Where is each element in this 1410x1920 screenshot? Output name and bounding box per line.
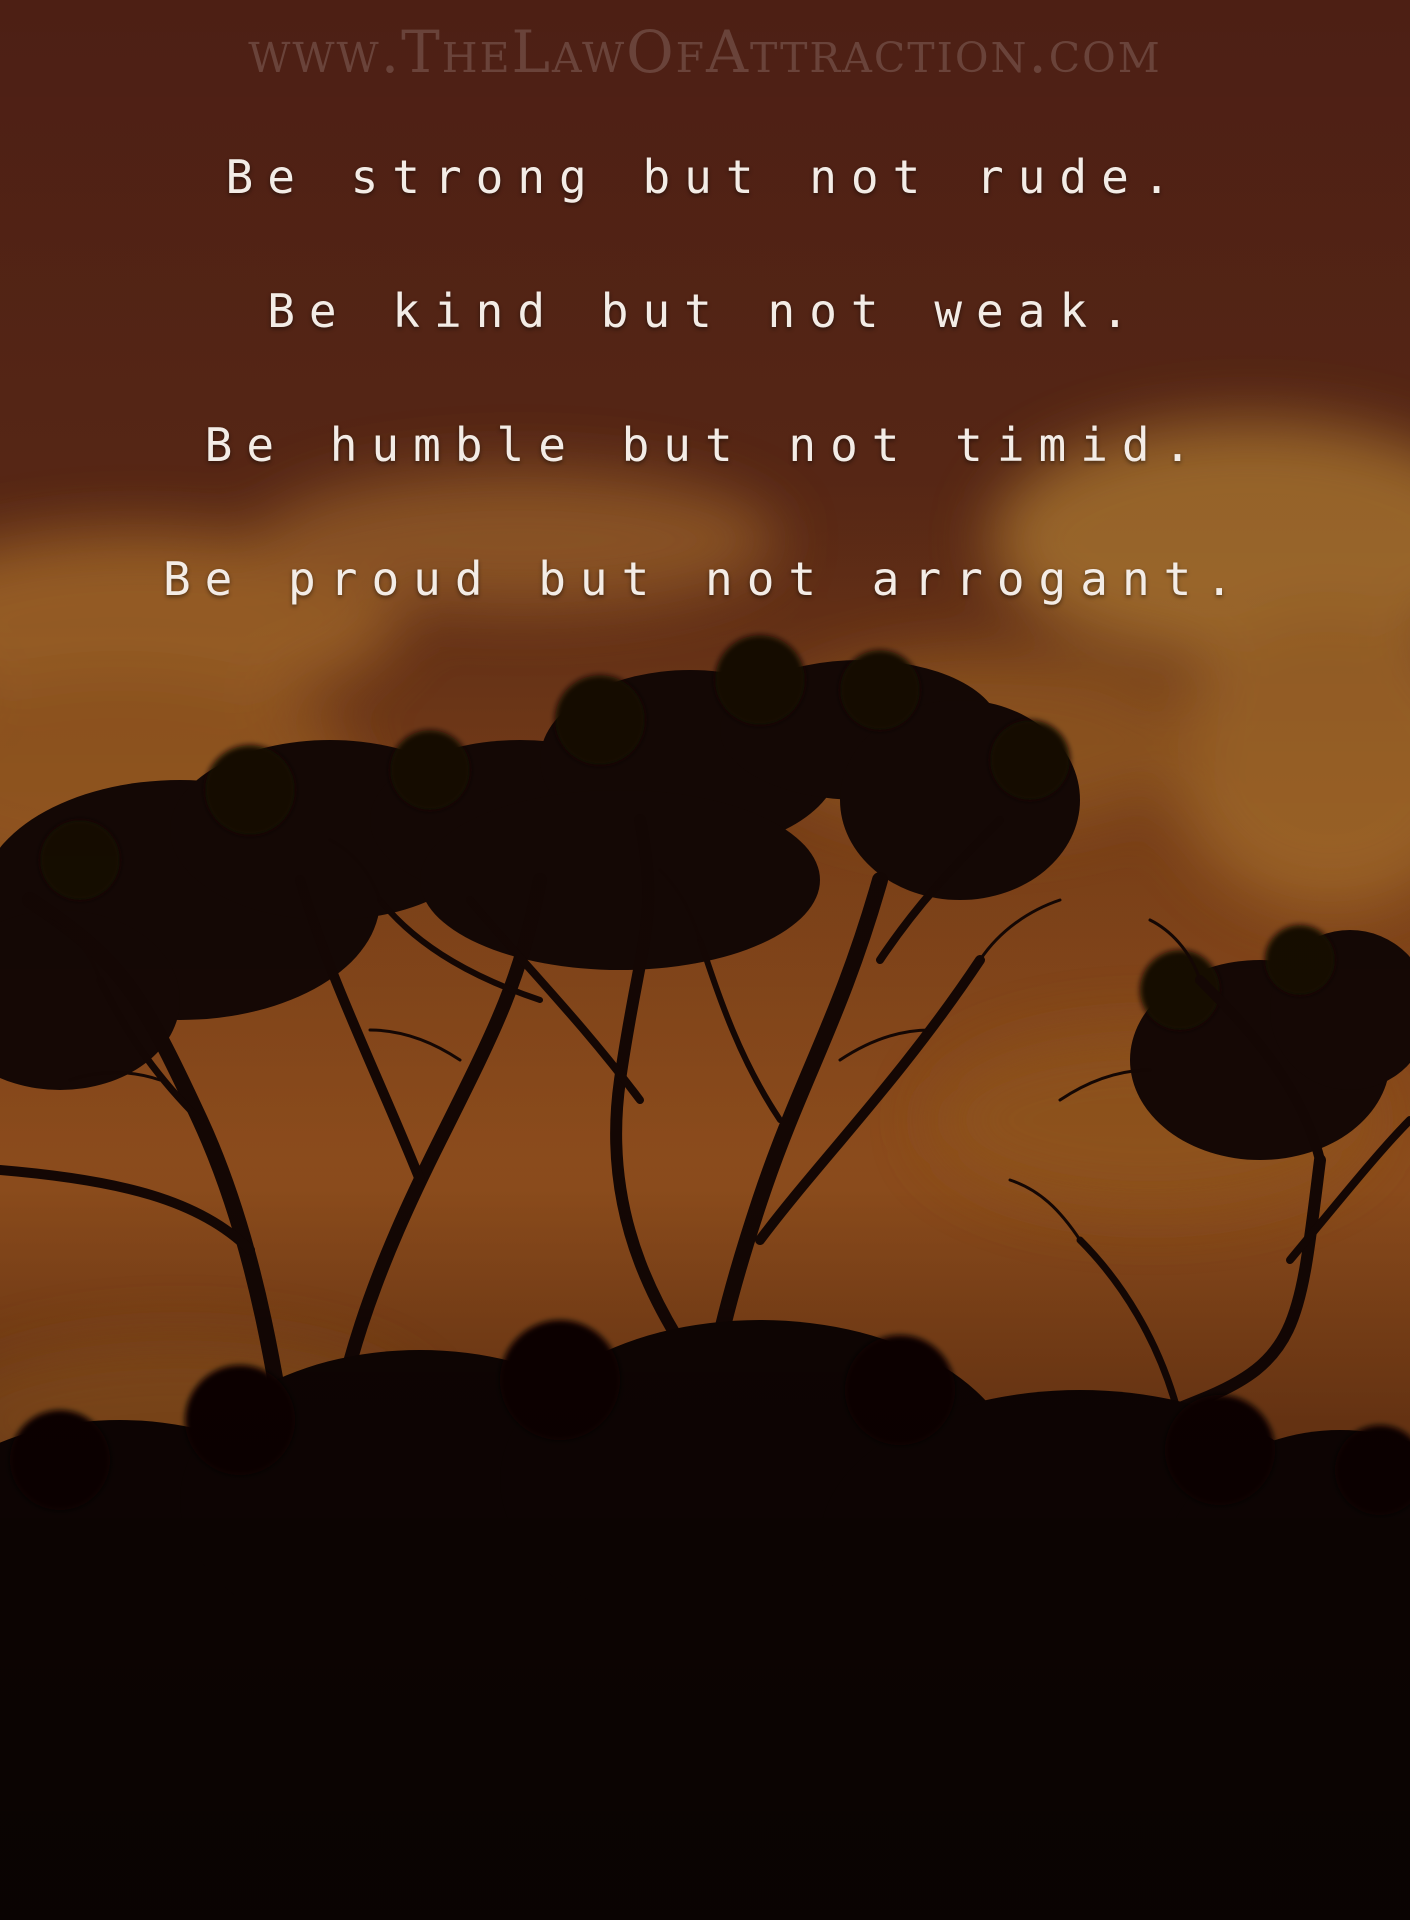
quote-block bbox=[0, 150, 1410, 686]
quote-line-3: Be humble but not timid. bbox=[204, 418, 1206, 472]
quote-line-2: Be kind but not weak. bbox=[267, 284, 1143, 338]
website-watermark: www.TheLawOfAttraction.com bbox=[248, 18, 1162, 86]
quote-line-1: Be strong but not rude. bbox=[225, 150, 1185, 204]
quote-line-4: Be proud but not arrogant. bbox=[162, 552, 1248, 606]
